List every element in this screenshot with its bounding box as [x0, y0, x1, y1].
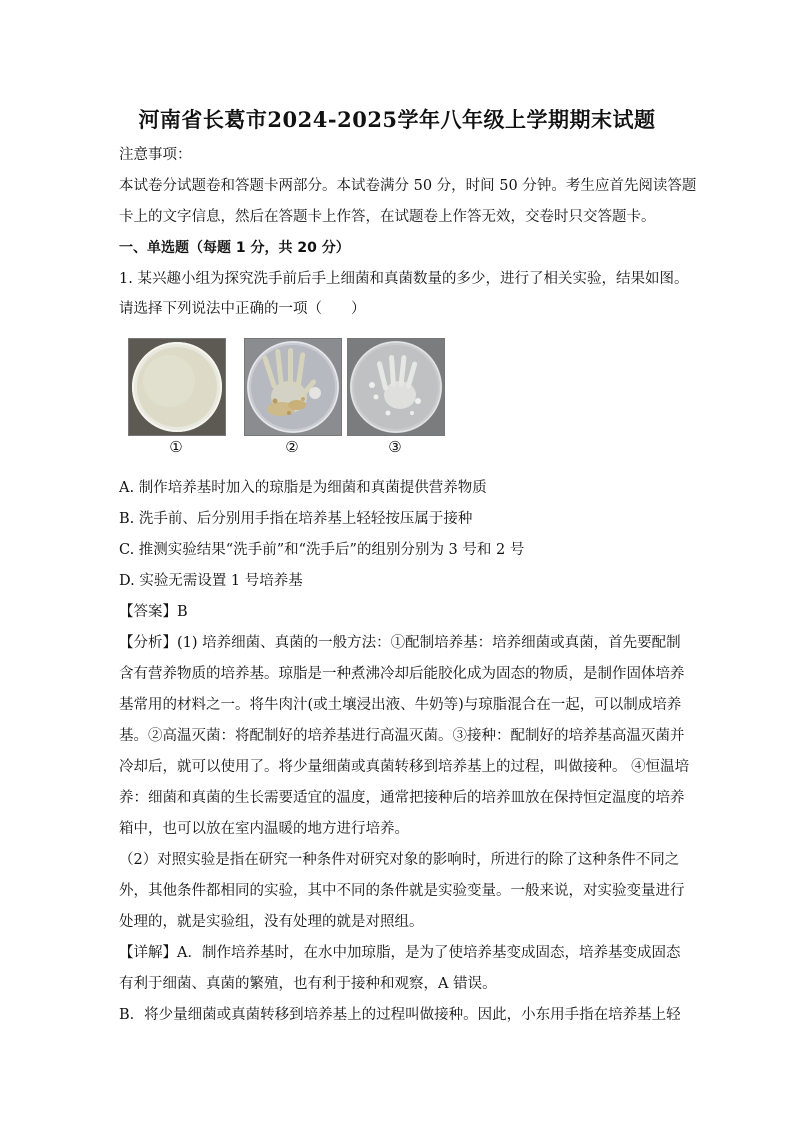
- analysis-line: 【分析】(1) 培养细菌、真菌的一般方法：①配制培养基：培养细菌或真菌，首先要配制: [119, 635, 681, 651]
- detail-line: B．将少量细菌或真菌转移到培养基上的过程叫做接种。因此，小东用手指在培养基上轻: [119, 1007, 681, 1023]
- option-b: B. 洗手前、后分别用手指在培养基上轻轻按压属于接种: [119, 511, 473, 527]
- notice-line: 卡上的文字信息，然后在答题卡上作答，在试题卷上作答无效，交卷时只交答题卡。: [119, 209, 656, 225]
- petri-dish-image-3: [347, 338, 445, 436]
- analysis-line: 箱中，也可以放在室内温暖的地方进行培养。: [119, 821, 409, 837]
- figure-label-2: ②: [285, 438, 299, 456]
- option-d: D. 实验无需设置 1 号培养基: [119, 573, 303, 589]
- petri-dish-image-2: [244, 338, 342, 436]
- section-heading: 一、单选题（每题 1 分，共 20 分）: [119, 240, 350, 256]
- question-stem: 1. 某兴趣小组为探究洗手前后手上细菌和真菌数量的多少，进行了相关实验，结果如图。: [119, 271, 689, 287]
- analysis-line: 基。②高温灭菌：将配制好的培养基进行高温灭菌。③接种：配制好的培养基高温灭菌并: [119, 728, 685, 744]
- notice-heading: 注意事项：: [119, 147, 192, 163]
- figure-label-1: ①: [169, 438, 183, 456]
- page-title: 河南省长葛市2024-2025学年八年级上学期期末试题: [138, 107, 656, 132]
- analysis-line: 基常用的材料之一。将牛肉汁(或土壤浸出液、牛奶等)与琼脂混合在一起，可以制成培养: [119, 697, 682, 713]
- figure-label-3: ③: [388, 438, 402, 456]
- analysis-line: 养：细菌和真菌的生长需要适宜的温度，通常把接种后的培养皿放在保持恒定温度的培养: [119, 790, 685, 806]
- petri-dish-image-1: [128, 338, 226, 436]
- notice-line: 本试卷分试题卷和答题卡两部分。本试卷满分 50 分，时间 50 分钟。考生应首先阅读答题: [119, 178, 697, 194]
- petri-dish-figure: [128, 338, 448, 458]
- detail-line: 有利于细菌、真菌的繁殖，也有利于接种和观察，A 错误。: [119, 976, 497, 992]
- analysis-line: 处理的，就是实验组，没有处理的就是对照组。: [119, 914, 424, 930]
- option-c: C. 推测实验结果“洗手前”和“洗手后”的组别分别为 3 号和 2 号: [119, 542, 525, 558]
- analysis-line: （2）对照实验是指在研究一种条件对研究对象的影响时，所进行的除了这种条件不同之: [119, 852, 680, 868]
- option-a: A. 制作培养基时加入的琼脂是为细菌和真菌提供营养物质: [119, 480, 487, 496]
- analysis-line: 冷却后，就可以使用了。将少量细菌或真菌转移到培养基上的过程，叫做接种。 ④恒温培: [119, 759, 690, 775]
- analysis-line: 外，其他条件都相同的实验，其中不同的条件就是实验变量。一般来说，对实验变量进行: [119, 883, 685, 899]
- answer-line: 【答案】B: [119, 604, 188, 620]
- question-stem: 请选择下列说法中正确的一项（ ）: [119, 301, 366, 317]
- detail-line: 【详解】A．制作培养基时，在水中加琼脂，是为了使培养基变成固态，培养基变成固态: [119, 945, 681, 961]
- analysis-line: 含有营养物质的培养基。琼脂是一种煮沸冷却后能胶化成为固态的物质，是制作固体培养: [119, 666, 685, 682]
